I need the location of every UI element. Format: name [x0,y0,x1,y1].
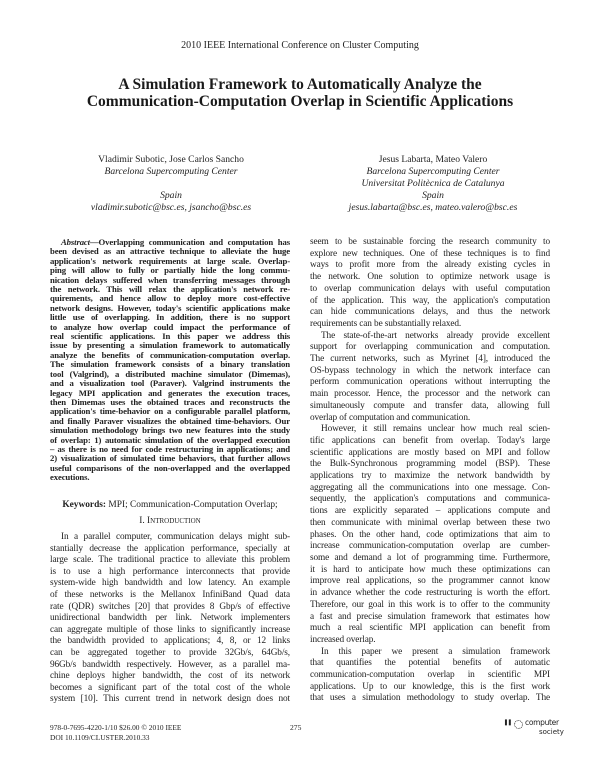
footer-doi: DOI 10.1109/CLUSTER.2010.33 [50,733,150,742]
text-line: perform communication operations without interrupting the [310,377,550,388]
text-line: tool (Valgrind), a distributed machine simulator (Dimemas), [50,368,290,379]
logo-text-computer: computer [525,718,559,727]
paper-title [0,76,600,110]
abstract [50,238,290,483]
text-line: of overlap: 1) automatic simulation of the overlapped execution [50,434,290,445]
text-line: some and demand a lot of programming time. Furthermore, [310,552,550,563]
text-line: increased overlap. [310,634,376,645]
text-line: Therefore, our goal in this work is to offer to the community [310,599,550,610]
logo-mark-bars: ▌▌ [505,720,513,726]
text-line: of the application. This way, the application's computation [310,295,550,306]
text-line: improve real applications, so the programmer cannot know [310,576,550,587]
text-line: quirements, and hence allow to deploy more cost-effective [50,293,290,304]
author-affiliation: Barcelona Supercomputing Center [104,166,238,177]
text-line: simulation methodology brings two new features into the study [50,425,290,436]
text-line: In a parallel computer, communication delays might sub- [61,532,290,542]
keywords [50,500,290,510]
text-line: the network. One solution to optimize network usage is [310,272,550,283]
text-line: useful comparisons of the non-overlapped and the overlapped [50,462,290,473]
text-line: becomes a significant part of the total cost of the whole [50,682,290,693]
text-line: legacy MPI application and generates the execution traces, [50,387,290,398]
text-line: real scientific applications. In this paper we address this [50,331,290,342]
text-line: explore new techniques. One of these techniques is to find [310,248,550,259]
footer-copyright [50,723,181,743]
author-country: Spain [160,190,182,201]
text-line: unidirectional bandwidth per link. Network implementers [50,613,290,624]
text-line: of these networks is the Mellanox InfiniBand Quad data [50,589,290,600]
author-country: Spain [422,190,444,201]
text-line: large scale. The traditional practice to alleviate this problem [50,555,290,566]
text-line: phases. On the other hand, code optimizations that aim to [310,529,550,540]
text-line: chine deploys higher bandwidth, the cost of its network [50,671,290,682]
text-line: ways to profit more from the already existing cycles in [310,260,550,271]
text-line: support for overlapping communication and computation. [310,342,550,353]
author-block-left [41,154,301,214]
text-line: to overlap communication delays with useful computation [310,283,550,294]
text-line: requirements can be substantially relaxed. [310,318,462,329]
text-line: the network. This will relax the application's network re- [50,284,290,295]
text-line: been devised as an attractive technique to alleviate the huge [50,246,290,257]
text-line: stantially decrease the application performance, specially at [50,543,290,554]
text-line: issue by presenting a simulation framework to automatically [50,340,290,351]
author-names: Vladimir Subotic, Jose Carlos Sancho [98,154,244,165]
text-line: that quantifies the potential benefits of automatic [310,658,550,669]
text-line: then Dimemas uses the obtained traces and reconstructs the [50,396,290,407]
text-line: is to use a high performance interconnects that provide [50,566,290,577]
text-line: 2) visualization of simulated time behaviors, that further allows [50,453,290,464]
text-line: nication delays suffered when transferring messages through [50,274,290,285]
text-line: application's time-behavior on a configurable parallel platform, [50,406,290,417]
text-line-content: —Overlapping communication and computation has [89,237,290,247]
section-heading-introduction: I. Introduction [139,516,201,526]
text-line: system [10]. This current trend in network design does not [50,694,290,705]
text-line: then communicate with minimal overlap between these two [310,517,550,528]
text-line: applications. Up to our knowledge, this is the first work [310,681,550,692]
text-line: aggregating all the communications into one message. Con- [310,482,550,493]
right-column-body [310,237,550,705]
text-line: seem to be sustainable forcing the research community to [310,237,550,247]
abstract-label: Abstract [61,237,90,247]
text-line: rate (QDR) switches [20] that provides 8 Gbp/s of effective [50,601,290,612]
text-line: to analyze how overlap could impact the performance of [50,321,290,332]
introduction-body [50,532,290,706]
computer-society-logo [505,718,585,748]
text-line: communication-computation overlap in scientific MPI [310,670,550,681]
text-line: However, it still remains unclear how much real scien- [321,424,550,435]
text-line: the Bulk-Synchronous programming model (BSP). These [310,459,550,470]
text-line: can aggregate multiple of those links to significantly increase [50,624,290,635]
text-line: OS-bypass technology in which the network interface can [310,365,550,376]
text-line: it is hard to anticipate how much these optimizations can [310,564,550,575]
text-line: tions are explicitly separated – applications compute and [310,506,550,517]
text-line: main processor. Hence, the processor and the network can [310,389,550,400]
text-line: increase communication-computation overlap are cumber- [310,541,550,552]
text-line: a fast and precise simulation framework that estimates how [310,611,550,622]
text-line: In this paper we present a simulation framework [321,646,550,657]
text-line: the bandwidth provided to applications; 4, 8, or 12 links [50,636,290,647]
author-emails: jesus.labarta@bsc.es, mateo.valero@bsc.es [348,202,518,213]
text-line: 96Gb/s bandwidth respectively. However, as a parallel ma- [50,659,290,670]
text-line: executions. [50,472,90,483]
text-line: can hide communications delays, and thus the network [310,307,550,318]
text-line: simultaneously compute and transfer data, allowing full [310,400,550,411]
author-affiliation: Barcelona Supercomputing Center [366,166,500,177]
author-names: Jesus Labarta, Mateo Valero [378,154,488,165]
text-line: analyze the benefits of communication-computation overlap. [50,349,290,360]
text-line: sequently, the application's computations and communica- [310,494,550,505]
conference-header: 2010 IEEE International Conference on Cluster Computing [181,40,419,51]
logo-text-society: society [539,728,564,736]
text-line: that uses a simulation methodology to study overlap. The [310,693,550,704]
text-line: and a visualization tool (Paraver). Valgrind instruments the [50,378,290,389]
author-affiliation-2: Universitat Politècnica de Catalunya [361,178,505,189]
author-emails: vladimir.subotic@bsc.es, jsancho@bsc.es [90,202,252,213]
title-line-1: A Simulation Framework to Automatically Analyze the [118,76,482,93]
text-line: tific applications can benefit from overlap. Today's large [310,435,550,446]
text-line: overlap of computation and communication. [310,412,471,423]
text-line: and finally Paraver visualizes the obtained time-behaviors. Our [50,415,290,426]
keywords-label: Keywords: [62,500,107,510]
text-line: The state-of-the-art networks already provide excellent [321,330,550,341]
text-line: little use of overlapping. In addition, there is no support [50,312,290,323]
text-line: application's network requirements at large scale. Overlap- [50,255,290,266]
author-block-right [303,154,563,214]
text-line: – as there is no need for code restructuring in applications; and [50,443,290,454]
logo-mark-icon [514,720,523,729]
text-line: much a real scientific MPI application can benefit from [310,623,550,634]
text-line: in advance whether the code restructuring is worth the effort. [310,588,550,599]
text-line: network designs. However, today's scientific applications make [50,302,290,313]
keywords-text: MPI; Communication-Computation Overlap; [108,500,278,510]
text-line: scientific applications are mostly based on MPI and follow [310,447,550,458]
text-line: The simulation framework consists of a binary translation [50,359,290,370]
text-line: applications try to maximize the network bandwidth by [310,471,550,482]
text-line: ping will allow to fully or partially hide the long commu- [50,265,290,276]
text-line: can be aggregated together to provide 32Gb/s, 64Gb/s, [50,647,290,658]
page-number: 275 [290,723,302,732]
title-line-2: Communication-Computation Overlap in Scientific Applications [86,93,514,110]
footer-isbn: 978-0-7695-4220-1/10 $26.00 © 2010 IEEE [50,723,182,732]
text-line: The current networks, such as Myrinet [4], introduced the [310,354,550,365]
text-line: system-wide high bandwidth and low latency. An example [50,578,290,589]
